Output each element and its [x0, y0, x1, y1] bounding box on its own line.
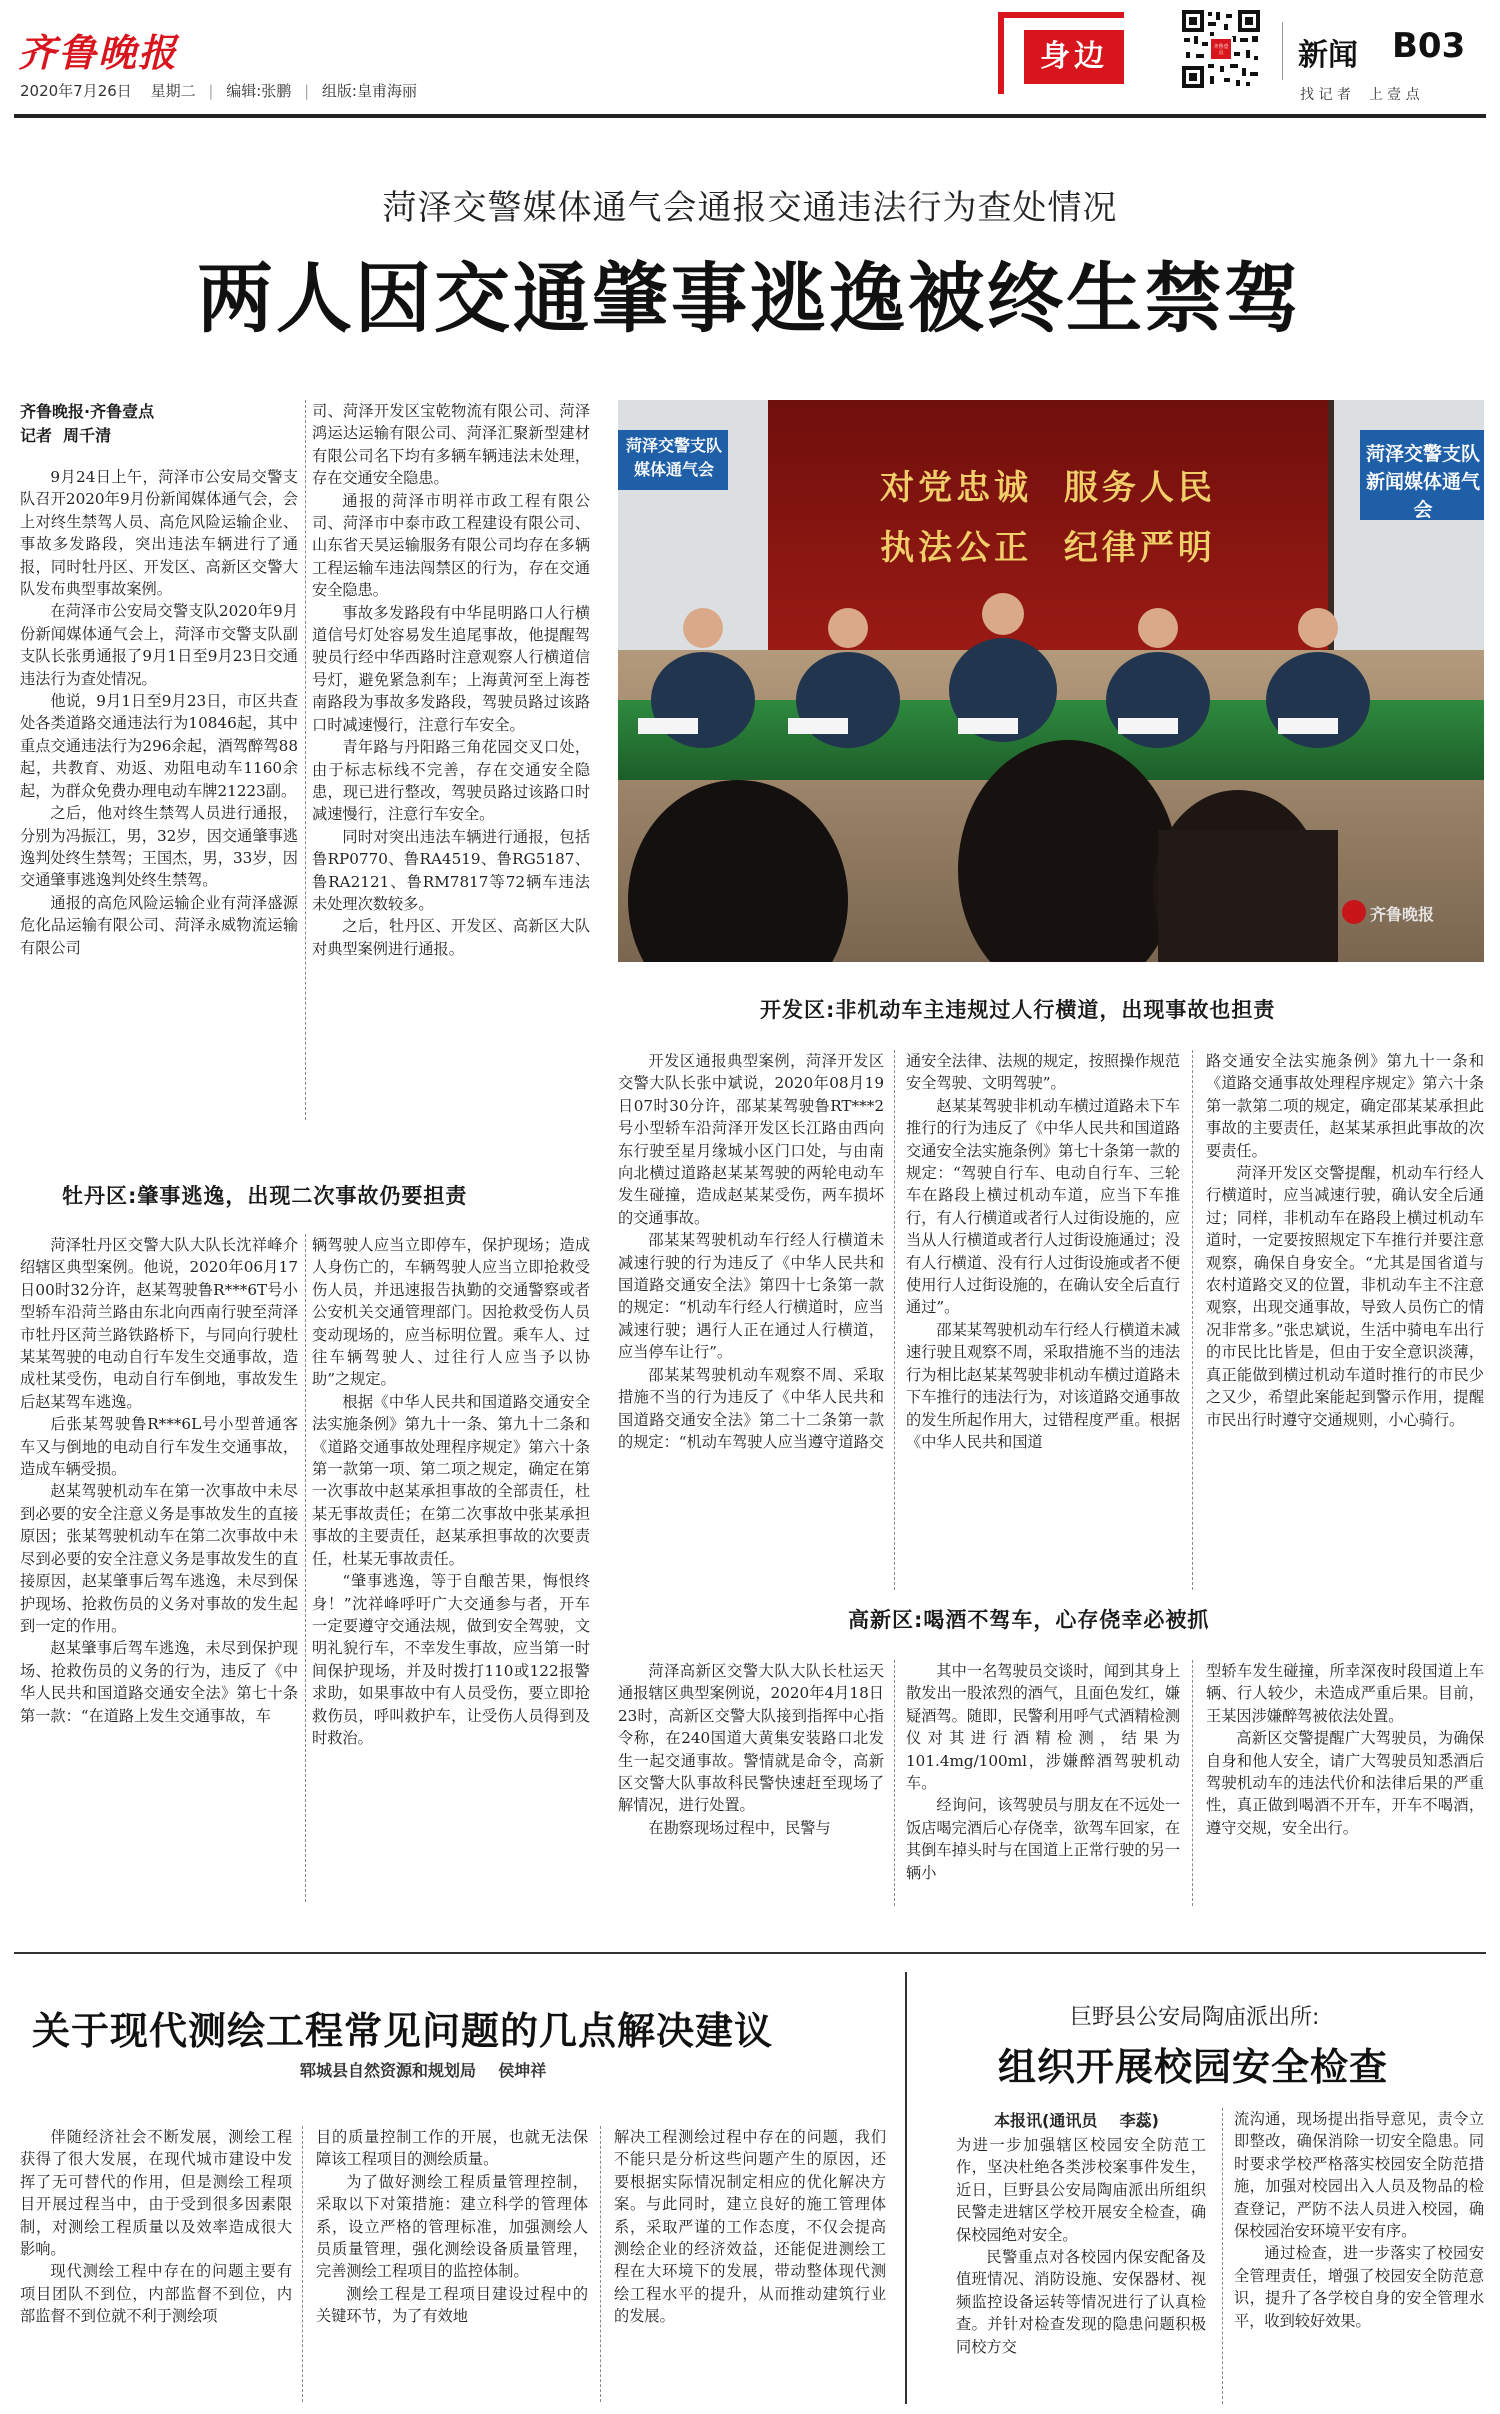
photo-banner-left: 菏泽交警支队 媒体通气会	[625, 436, 722, 479]
paragraph: 事故多发路段有中华昆明路口人行横道信号灯处容易发生追尾事故，他提醒驾驶员行经中华西路时注意观察人行横道信号灯，避免紧急刹车；上海黄河至上海苍南路段为事故多发路段，驾驶员路过该路口时减速慢行，注意行车安全。	[312, 603, 590, 734]
mudan-section-title: 牡丹区:肇事逃逸，出现二次事故仍要担责	[62, 1184, 468, 1208]
section-name: 新闻	[1298, 38, 1358, 73]
column-divider	[1222, 2108, 1223, 2404]
paragraph: 邵某某驾驶机动车行经人行横道未减速行驶的行为违反了《中华人民共和国道路交通安全法》第四十七条第一款的规定：“机动车行经人行横道时，应当减速行驶；遇行人正在通过人行横道，应当停车让行”。	[618, 1231, 884, 1362]
paragraph: 通安全法律、法规的规定，按照操作规范安全驾驶、文明驾驶”。	[906, 1052, 1180, 1093]
paragraph: “肇事逃逸，等于自酿苦果，悔恨终身！”沈祥峰呼吁广大交通参与者，开车一定要遵守交通法规，做到安全驾驶，文明礼貌行车，不幸发生事故，应当第一时间保护现场，并及时拨打110或122报警求助，如果事故中有人员受伤，要立即抢救伤员，呼叫救护车，让受伤人员得到及时救治。	[312, 1572, 590, 1747]
column-divider	[894, 1050, 895, 1590]
gaoxin-section-title: 高新区:喝酒不驾车，心存侥幸必被抓	[848, 1608, 1210, 1632]
column-divider	[305, 1234, 306, 1902]
article2-col3	[614, 2126, 886, 2406]
article-separator	[14, 1952, 1486, 1954]
paragraph: 为进一步加强辖区校园安全防范工作，坚决杜绝各类涉校案事件发生，近日，巨野县公安局陶庙派出所组织民警走进辖区学校开展安全检查，确保校园绝对安全。	[956, 2136, 1206, 2244]
paragraph: 之后，他对终生禁驾人员进行通报，分别为冯振江，男，32岁，因交通肇事逃逸判处终生禁驾；王国杰，男，33岁，因交通肇事逃逸判处终生禁驾。	[20, 804, 298, 890]
layout-credit: 组版:皇甫海丽	[321, 82, 417, 100]
article1-reporter: 记者 周千清	[20, 426, 112, 445]
gaoxin-col1	[618, 1660, 884, 1910]
article1-byline	[20, 400, 298, 448]
article3-headline: 组织开展校园安全检查	[998, 2045, 1389, 2089]
paragraph: 赵某某驾驶非机动车横过道路未下车推行的行为违反了《中华人民共和国道路交通安全法实施条例》第七十条第一款的规定：“驾驶自行车、电动自行车、三轮车在路段上横过机动车道，应当下车推行，有人行横道或者行人过街设施的，应当从人行横道或者行人过街设施通过；没有人行横道、没有行人过街设施或者不便使用行人过街设施的，在确认安全后直行通过”。	[906, 1096, 1180, 1317]
paragraph: 民警重点对各校园内保安配备及值班情况、消防设施、安保器材、视频监控设备运转等情况进行了认真检查。并针对检查发现的隐患问题积极同校方交	[956, 2248, 1206, 2356]
article1-headline: 两人因交通肇事逃逸被终生禁驾	[197, 254, 1303, 343]
paper-logo: 齐鲁晚报	[18, 30, 179, 75]
issue-date: 2020年7月26日	[20, 82, 132, 100]
paragraph: 菏泽开发区交警提醒，机动车行经人行横道时，应当减速行驶，确认安全后通过；同样，非机动车在路段上横过机动车道时，一定要按照规定下车推行并要注意观察，确保自身安全。“尤其是国省道与农村道路交叉的位置，非机动车主不注意观察，出现交通事故，导致人员伤亡的情况非常多。”张忠斌说，生活中骑电车出行的市民比比皆是，但由于安全意识淡薄，真正能做到横过机动车道时推行的市民少之又少，希望此案能起到警示作用，提醒市民出行时遵守交通规则，小心骑行。	[1206, 1164, 1484, 1429]
gaoxin-col2	[906, 1660, 1180, 1910]
article2-headline: 关于现代测绘工程常见问题的几点解决建议	[32, 2009, 774, 2053]
column-divider	[302, 2126, 303, 2402]
article3-col1	[956, 2134, 1206, 2406]
paragraph: 流沟通，现场提出指导意见，责令立即整改，确保消除一切安全隐患。同时要求学校严格落实校园安全防范措施，加强对校园出入人员及物品的检查登记，严防不法人员进入校园，确保校园治安环境平安有序。	[1234, 2110, 1484, 2241]
editor-credit: 编辑:张鹏	[226, 82, 292, 100]
article3-lead-author: 本报讯(通讯员 李蕊)	[994, 2111, 1159, 2130]
paragraph: 辆驾驶人应当立即停车，保护现场；造成人身伤亡的，车辆驾驶人应当立即抢救受伤人员，并迅速报告执勤的交通警察或者公安机关交通管理部门。因抢救受伤人员变动现场的，应当标明位置。乘车人、过往车辆驾驶人、过往行人应当予以协助”之规定。	[312, 1236, 590, 1389]
paragraph: 他说，9月1日至9月23日，市区共查处各类道路交通违法行为10846起，其中重点交通违法行为296余起，酒驾醉驾88起，共教育、劝返、劝阻电动车1160余起，为群众免费办理电动车牌21223副。	[20, 692, 298, 800]
article1-col1	[20, 466, 298, 1126]
paragraph: 型轿车发生碰撞，所幸深夜时段国道上车辆、行人较少，未造成严重后果。目前，王某因涉嫌醉驾被依法处置。	[1206, 1662, 1484, 1725]
paragraph: 目的质量控制工作的开展，也就无法保障该工程项目的测绘质量。	[316, 2128, 588, 2169]
kaifa-col1	[618, 1050, 884, 1594]
photo-slogan-top: 对党忠诚 服务人民	[880, 468, 1216, 508]
paragraph: 通报的高危风险运输企业有菏泽盛源危化品运输有限公司、菏泽永威物流运输有限公司	[20, 893, 298, 957]
kaifa-col2	[906, 1050, 1180, 1594]
masthead-info-line: 2020年7月26日 星期二 | 编辑:张鹏 | 组版:皇甫海丽	[20, 82, 417, 100]
column-divider	[1192, 1660, 1193, 1906]
masthead-divider	[1282, 22, 1283, 80]
paragraph: 在勘察现场过程中，民警与	[648, 1818, 831, 1837]
paragraph: 9月24日上午，菏泽市公安局交警支队召开2020年9月份新闻媒体通气会，会上对终生禁驾人员、高危风险运输企业、事故多发路段，突出违法车辆进行了通报，同时牡丹区、开发区、高新区交警大队发布典型事故案例。	[20, 468, 298, 599]
mudan-col2	[312, 1234, 590, 1906]
paragraph: 伴随经济社会不断发展，测绘工程获得了很大发展，在现代城市建设中发挥了无可替代的作用，但是测绘工程项目开展过程当中，由于受到很多因素限制，对测绘工程质量以及效率造成很大影响。	[20, 2128, 292, 2259]
paragraph: 菏泽高新区交警大队大队长杜运天通报辖区典型案例说，2020年4月18日23时，高新区交警大队接到指挥中心指令称，在240国道大黄集安装路口北发生一起交通事故。警情就是命令，高新区交警大队事故科民警快速赶至现场了解情况，进行处置。	[618, 1662, 884, 1815]
masthead	[0, 0, 1500, 112]
article-divider-vertical	[905, 1972, 907, 2404]
page-number: B03	[1392, 26, 1466, 66]
masthead-slogan: 找 记 者 上 壹 点	[1300, 87, 1420, 103]
article2-col2	[316, 2126, 588, 2406]
paragraph: 司、菏泽开发区宝乾物流有限公司、菏泽鸿运达运输有限公司、菏泽汇聚新型建材有限公司名下均有多辆车辆违法未处理，存在交通安全隐患。	[312, 402, 590, 488]
photo-slogan-bottom: 执法公正 纪律严明	[880, 528, 1216, 568]
article1-col2	[312, 400, 590, 1126]
paragraph: 邵某某驾驶机动车行经人行横道未减速行驶且观察不周，采取措施不当的违法行为相比赵某某驾驶非机动车横过道路未下车推行的违法行为，对该道路交通事故的发生所起作用大，过错程度严重。根据《中华人民共和国道	[906, 1320, 1180, 1451]
paragraph: 开发区通报典型案例，菏泽开发区交警大队长张中斌说，2020年08月19日07时30分许，邵某某驾驶鲁RT***2号小型轿车沿菏泽开发区长江路由西向东行驶至星月缘城小区门口处，与由南向北横过道路赵某某驾驶的两轮电动车发生碰撞，造成赵某某受伤，两车损坏的交通事故。	[618, 1052, 884, 1227]
paragraph: 赵某肇事后驾车逃逸，未尽到保护现场、抢救伤员的义务的行为，违反了《中华人民共和国道路交通安全法》第七十条第一款：“在道路上发生交通事故，车	[20, 1639, 298, 1725]
article2-byline: 郓城县自然资源和规划局 侯坤祥	[300, 2061, 547, 2080]
article3-col2	[1234, 2108, 1484, 2406]
paragraph: 后张某驾驶鲁R***6L号小型普通客车又与倒地的电动自行车发生交通事故，造成车辆受损。	[20, 1415, 298, 1479]
qr-code[interactable]	[1180, 8, 1262, 90]
mudan-col1	[20, 1234, 298, 1906]
paragraph: 通报的菏泽市明祥市政工程有限公司、菏泽市中泰市政工程建设有限公司、山东省天昊运输服务有限公司均存在多辆工程运输车违法闯禁区的行为，存在交通安全隐患。	[312, 491, 590, 600]
paragraph: 通过检查，进一步落实了校园安全管理责任，增强了校园安全防范意识，提升了各学校自身的安全管理水平，收到较好效果。	[1234, 2244, 1484, 2330]
press-conference-photo	[618, 400, 1484, 962]
photo-banner-right: 菏泽交警支队 新闻媒体通气会	[1366, 443, 1481, 521]
gaoxin-col3	[1206, 1660, 1484, 1910]
paragraph: 之后，牡丹区、开发区、高新区大队对典型案例进行通报。	[312, 917, 590, 958]
column-divider	[894, 1660, 895, 1906]
photo-watermark: 齐鲁晚报	[1370, 905, 1435, 924]
issue-weekday: 星期二	[150, 82, 196, 100]
paragraph: 测绘工程是工程项目建设过程中的关键环节，为了有效地	[316, 2284, 588, 2326]
paragraph: 根据《中华人民共和国道路交通安全法实施条例》第九十一条、第九十二条和《道路交通事故处理程序规定》第六十条第一款第一项、第二项之规定，确定在第一次事故中赵某承担事故的全部责任，杜某无事故责任；在第二次事故中张某承担事故的主要责任，赵某承担事故的次要责任，杜某无事故责任。	[312, 1392, 590, 1568]
paragraph: 路交通安全法实施条例》第九十一条和《道路交通事故处理程序规定》第六十条第一款第二项的规定，确定邵某某承担此事故的主要责任，赵某某承担此事故的次要责任。	[1206, 1052, 1484, 1160]
paragraph: 现代测绘工程中存在的问题主要有项目团队不到位，内部监督不到位，内部监督不到位就不利于测绘项	[20, 2262, 292, 2326]
paragraph: 青年路与丹阳路三角花园交叉口处，由于标志标线不完善，存在交通安全隐患，现已进行整改，驾驶员路过该路口时减速慢行，注意行车安全。	[312, 738, 590, 824]
paragraph: 赵某驾驶机动车在第一次事故中未尽到必要的安全注意义务是事故发生的直接原因；张某驾驶机动车在第二次事故中未尽到必要的安全注意义务是事故发生的直接原因，赵某肇事后驾车逃逸，未尽到保护现场、抢救伤员的义务对事故的发生起到一定的作用。	[20, 1482, 298, 1635]
paragraph: 邵某某驾驶机动车观察不周、采取措施不当的行为违反了《中华人民共和国道路交通安全法》第二十二条第一款的规定：“机动车驾驶人应当遵守道路交	[618, 1365, 884, 1451]
qr-label: 齐鲁壹点	[1213, 44, 1229, 56]
article3-kicker: 巨野县公安局陶庙派出所:	[1070, 2005, 1320, 2030]
paragraph: 经询问，该驾驶员与朋友在不远处一饭店喝完酒后心存侥幸，欲驾车回家，在其倒车掉头时与在国道上正常行驶的另一辆小	[906, 1796, 1180, 1882]
paragraph: 在菏泽市公安局交警支队2020年9月份新闻媒体通气会上，菏泽市交警支队副支队长张勇通报了9月1日至9月23日交通违法行为查处情况。	[20, 602, 298, 688]
column-divider	[1192, 1050, 1193, 1590]
paragraph: 为了做好测绘工程质量管理控制，采取以下对策措施：建立科学的管理体系，设立严格的管理标准，加强测绘人员质量管理，强化测绘设备质量管理，完善测绘工程项目的监控体制。	[316, 2172, 588, 2281]
article1-source: 齐鲁晚报·齐鲁壹点	[20, 402, 155, 421]
kaifa-section-title: 开发区:非机动车主违规过人行横道，出现事故也担责	[760, 998, 1276, 1022]
paragraph: 解决工程测绘过程中存在的问题，我们不能只是分析这些问题产生的原因，还要根据实际情况制定相应的优化解决方案。与此同时，建立良好的施工管理体系，采取严谨的工作态度，不仅会提高测绘企业的经济效益，还能促进测绘工程在大环境下的发展，带动整体现代测绘工程水平的提升，从而推动建筑行业的发展。	[614, 2128, 886, 2326]
masthead-rule	[14, 114, 1486, 118]
paragraph: 菏泽牡丹区交警大队大队长沈祥峰介绍辖区典型案例。他说，2020年06月17日00时32分许，赵某驾驶鲁R***6T号小型轿车沿菏兰路由东北向西南行驶至菏泽市牡丹区菏兰路铁路桥下，与同向行驶杜某某驾驶的电动自行车发生交通事故，造成杜某受伤，电动自行车倒地，事故发生后赵某驾车逃逸。	[20, 1236, 298, 1411]
kaifa-col3	[1206, 1050, 1484, 1594]
column-divider	[600, 2126, 601, 2402]
article2-col1	[20, 2126, 292, 2406]
paragraph: 其中一名驾驶员交谈时，闻到其身上散发出一股浓烈的酒气，且面色发红，嫌疑酒驾。随即，民警利用呼气式酒精检测仪对其进行酒精检测，结果为101.4mg/100ml，涉嫌醉酒驾驶机动车。	[906, 1662, 1180, 1793]
article1-kicker: 菏泽交警媒体通气会通报交通违法行为查处情况	[382, 188, 1118, 228]
paragraph: 高新区交警提醒广大驾驶员，为确保自身和他人安全，请广大驾驶员知悉酒后驾驶机动车的违法代价和法律后果的严重性，真正做到喝酒不开车，开车不喝酒，遵守交规，安全出行。	[1206, 1729, 1484, 1837]
paragraph: 同时对突出违法车辆进行通报，包括鲁RP0770、鲁RA4519、鲁RG5187、鲁RA2121、鲁RM7817等72辆车违法未处理次数较多。	[312, 827, 590, 913]
column-divider	[305, 400, 306, 1120]
section-tag: 身边	[1024, 30, 1124, 84]
